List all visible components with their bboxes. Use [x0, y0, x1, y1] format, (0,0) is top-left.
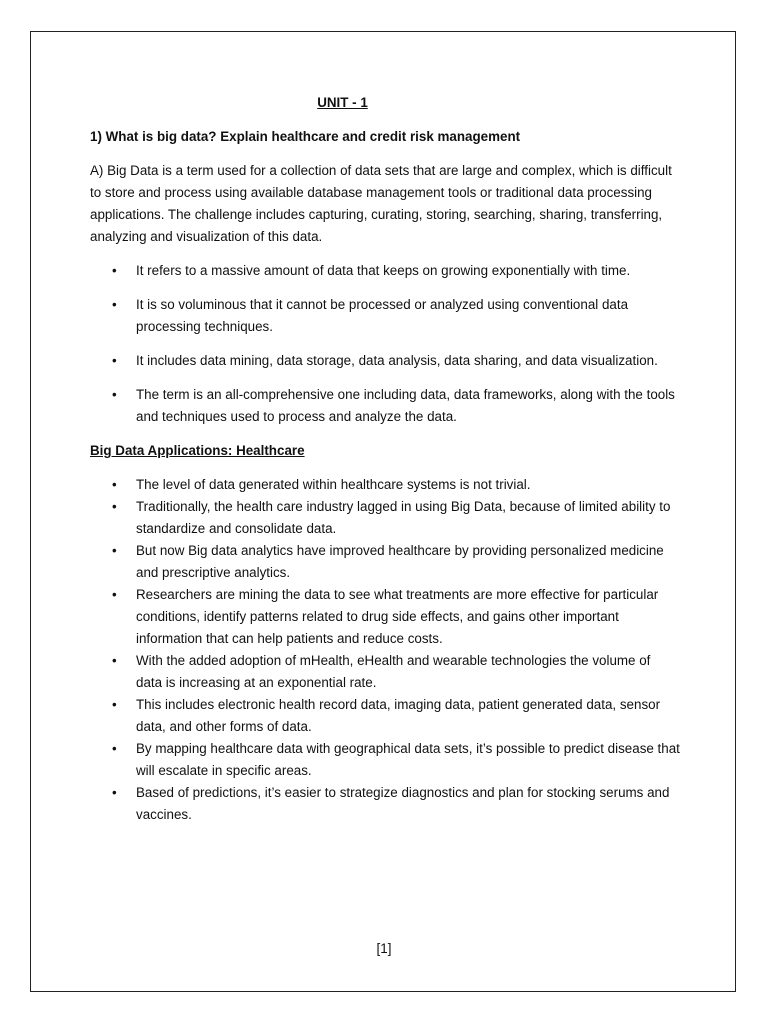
list-item: • Researchers are mining the data to see what treatments are more effective for particular conditions, identify patterns related to drug side effects, and gains other important information that can help patients and reduce costs. — [90, 584, 680, 650]
list-item: • Based of predictions, it’s easier to strategize diagnostics and plan for stocking serums and vaccines. — [90, 782, 680, 826]
document-body — [90, 92, 680, 826]
unit-title: UNIT - 1 — [317, 95, 368, 110]
list-item: • The level of data generated within healthcare systems is not trivial. — [90, 474, 680, 496]
answer-paragraph: A) Big Data is a term used for a collection of data sets that are large and complex, which is difficult to store and process using available database management tools or traditional data processing applications. The challenge includes capturing, curating, storing, searching, sharing, transferring, analyzing and visualization of this data. — [90, 163, 672, 244]
list-item: • But now Big data analytics have improved healthcare by providing personalized medicine and prescriptive analytics. — [90, 540, 680, 584]
list-item: • Traditionally, the health care industry lagged in using Big Data, because of limited ability to standardize and consolidate data. — [90, 496, 680, 540]
page-number: [1] — [376, 941, 392, 956]
list-item: • With the added adoption of mHealth, eHealth and wearable technologies the volume of data is increasing at an exponential rate. — [90, 650, 680, 694]
healthcare-list — [90, 474, 680, 826]
definition-list — [90, 260, 680, 428]
question-heading: 1) What is big data? Explain healthcare and credit risk management — [90, 129, 521, 144]
list-item: • It refers to a massive amount of data that keeps on growing exponentially with time. — [90, 260, 680, 282]
list-item: • It includes data mining, data storage, data analysis, data sharing, and data visualization. — [90, 350, 680, 372]
list-item: • It is so voluminous that it cannot be processed or analyzed using conventional data processing techniques. — [90, 294, 680, 338]
list-item: • This includes electronic health record data, imaging data, patient generated data, sensor data, and other forms of data. — [90, 694, 680, 738]
list-item: • By mapping healthcare data with geographical data sets, it’s possible to predict disease that will escalate in specific areas. — [90, 738, 680, 782]
list-item: • The term is an all-comprehensive one including data, data frameworks, along with the tools and techniques used to process and analyze the data. — [90, 384, 680, 428]
section-heading-healthcare: Big Data Applications: Healthcare — [90, 443, 305, 458]
